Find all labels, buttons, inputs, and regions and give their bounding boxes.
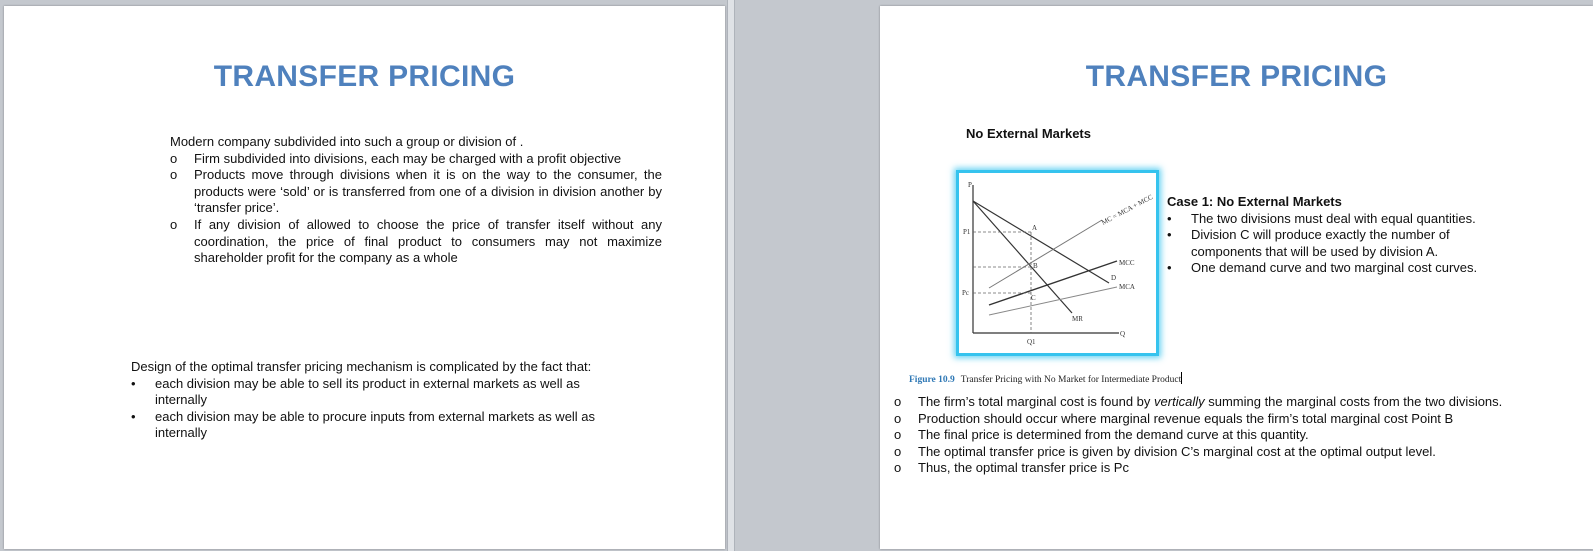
- mcc-label: MCC: [1119, 259, 1135, 267]
- mr-label: MR: [1072, 315, 1083, 323]
- list-item: o The final price is determined from the demand curve at this quantity.: [894, 427, 1309, 443]
- list-item: o Thus, the optimal transfer price is Pc: [894, 460, 1129, 476]
- summary-text-block[interactable]: [894, 394, 1584, 477]
- mc-total-label: MC = MCA + MCC: [1100, 192, 1155, 227]
- intro-line: Modern company subdivided into such a group or division of .: [170, 134, 524, 149]
- slide-title: TRANSFER PRICING: [213, 60, 516, 93]
- list-item: • Division C will produce exactly the number of components that will be used by division A.: [1167, 227, 1450, 259]
- q-axis-label: Q: [1120, 330, 1126, 338]
- slide-1[interactable]: [4, 6, 725, 549]
- mca-label: MCA: [1119, 283, 1135, 291]
- case-title: Case 1: No External Markets: [1167, 194, 1342, 209]
- transfer-pricing-graph: [959, 173, 1156, 353]
- point-c-label: C: [1031, 294, 1036, 302]
- pane-divider[interactable]: [727, 0, 735, 551]
- design-text-block[interactable]: [131, 359, 631, 442]
- list-item: o Production should occur where marginal revenue equals the firm’s total marginal cost Point B: [894, 410, 1454, 426]
- text-cursor: [1181, 372, 1182, 384]
- point-d-label: D: [1111, 274, 1117, 282]
- figure-caption-text: Transfer Pricing with No Market for Intermediate Product: [960, 375, 1182, 385]
- figure-image[interactable]: [956, 170, 1159, 356]
- slide-title: TRANSFER PRICING: [1085, 60, 1388, 93]
- point-b-label: B: [1033, 262, 1038, 270]
- figure-caption[interactable]: [909, 372, 1182, 385]
- list-item: • One demand curve and two marginal cost curves.: [1167, 260, 1478, 276]
- p-axis-label: P: [968, 181, 972, 189]
- pc-label: Pc: [962, 289, 969, 297]
- list-item: • each division may be able to procure inputs from external markets as well as internally: [131, 408, 596, 441]
- section-heading: No External Markets: [966, 126, 1091, 141]
- design-intro: Design of the optimal transfer pricing mechanism is complicated by the fact that:: [131, 359, 592, 374]
- list-item: o Firm subdivided into divisions, each may be charged with a profit objective: [170, 150, 622, 166]
- point-a-label: A: [1032, 224, 1038, 232]
- q1-label: Q1: [1027, 338, 1036, 346]
- slide-2[interactable]: [880, 6, 1593, 549]
- case-text-block[interactable]: [1167, 194, 1507, 277]
- list-item: o The firm’s total marginal cost is found by vertically summing the marginal costs from the two divisions.: [894, 394, 1503, 409]
- list-item: o Products move through divisions when it is on the way to the consumer, the products were ‘sold’ or is transferred from one of a division in division another by ‘transfer price’.: [170, 167, 662, 216]
- list-item: • The two divisions must deal with equal quantities.: [1167, 210, 1476, 226]
- list-item: o If any division of allowed to choose the price of transfer itself without any coordination, the price of final product to consumers may not maximize shareholder profit for the company as a whole: [170, 216, 662, 266]
- list-item: • each division may be able to sell its product in external markets as well as internally: [131, 375, 580, 408]
- intro-text-block[interactable]: [170, 134, 662, 267]
- list-item: o The optimal transfer price is given by division C’s marginal cost at the optimal output level.: [894, 443, 1436, 459]
- figure-number: Figure 10.9: [909, 375, 955, 385]
- p1-label: P1: [963, 228, 971, 236]
